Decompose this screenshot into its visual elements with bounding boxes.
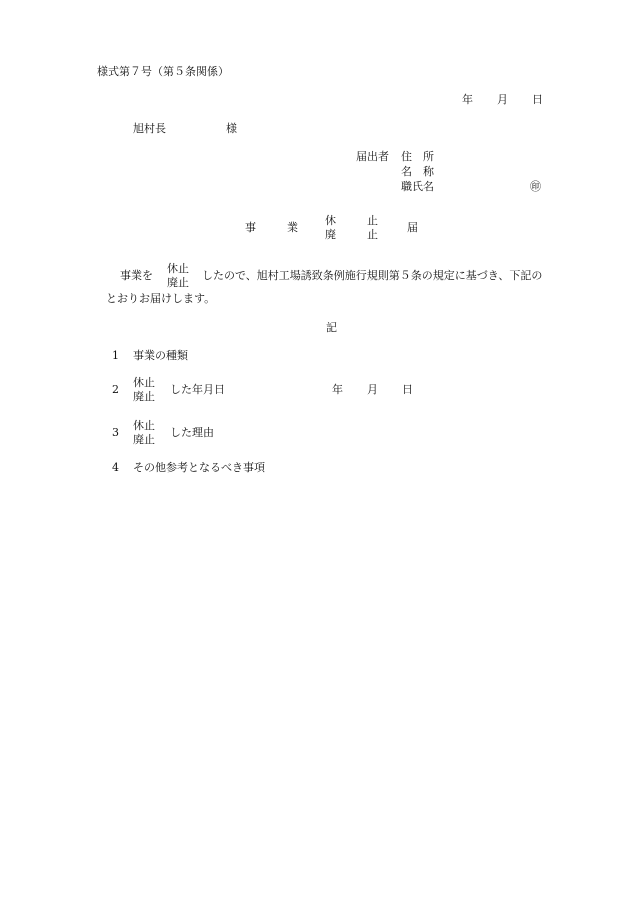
item-number: 1 (112, 349, 119, 362)
title-option-left: 休 廃 (325, 214, 336, 241)
item-option: 休止 廃止 (133, 376, 155, 403)
title-char-2: 業 (287, 221, 298, 234)
body-option: 休止 廃止 (167, 262, 189, 289)
date-year: 年 (462, 93, 473, 106)
ki-heading: 記 (326, 321, 337, 334)
item-month: 月 (367, 383, 378, 396)
date-month: 月 (497, 93, 508, 106)
form-number: 様式第７号（第５条関係） (97, 65, 229, 78)
item-number: 3 (112, 426, 119, 439)
notifier-label: 届出者 (356, 150, 389, 163)
name-label: 名 称 (401, 165, 434, 178)
date-day: 日 (532, 93, 543, 106)
item-label: した理由 (170, 426, 214, 439)
item-day: 日 (402, 383, 413, 396)
address-label: 住 所 (401, 150, 434, 163)
title-name-label: 職氏名 (401, 180, 434, 193)
item-label: その他参考となるべき事項 (133, 461, 265, 474)
body-line1: したので、旭村工場誘致条例施行規則第５条の規定に基づき、下記の (202, 269, 543, 282)
body-prefix: 事業を (120, 269, 153, 282)
addressee-name: 旭村長 (133, 122, 166, 135)
title-suffix: 届 (407, 221, 418, 234)
item-label: した年月日 (170, 383, 225, 396)
item-number: 4 (112, 461, 119, 474)
seal-mark: ㊞ (530, 180, 541, 193)
item-year: 年 (332, 383, 343, 396)
title-option-right: 止 止 (367, 214, 378, 241)
item-option: 休止 廃止 (133, 419, 155, 446)
item-label: 事業の種類 (133, 349, 188, 362)
title-char-1: 事 (245, 221, 256, 234)
addressee-honorific: 様 (226, 122, 237, 135)
body-line2: とおりお届けします。 (106, 292, 216, 305)
item-number: 2 (112, 383, 119, 396)
